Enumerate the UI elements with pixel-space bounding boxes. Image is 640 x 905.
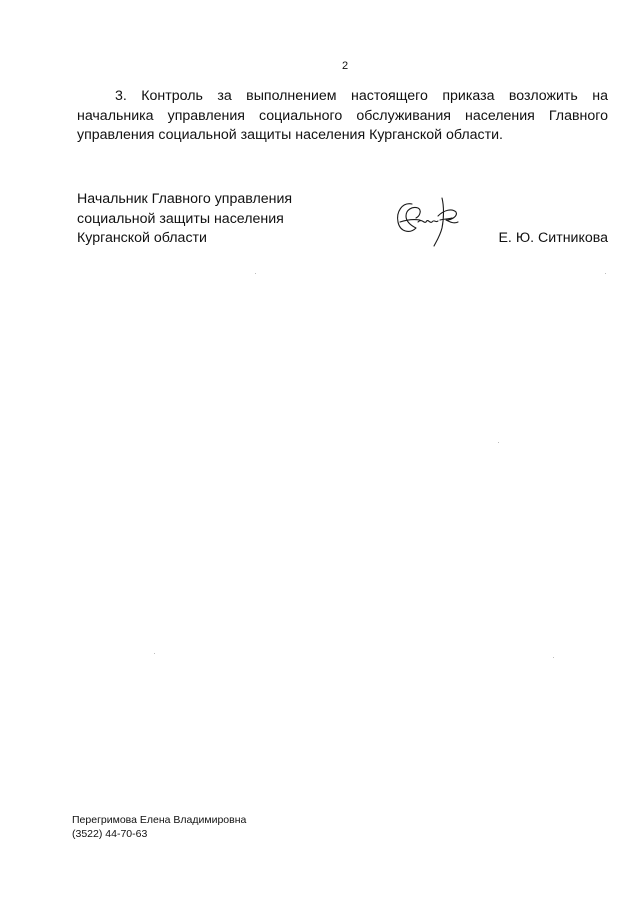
scan-speck (553, 657, 554, 658)
page-number: 2 (341, 60, 349, 72)
executor-name: Перегримова Елена Владимировна (72, 814, 247, 826)
scan-speck (498, 442, 499, 443)
signatory-title (77, 190, 292, 249)
scan-speck (154, 653, 155, 654)
clause-paragraph: 3. Контроль за выполнением настоящего приказа возложить на начальника управления социального обслуживания населения Главного управления социальной защиты населения Курганской области. (77, 88, 608, 143)
scan-speck (605, 273, 606, 274)
signatory-title-line: Курганской области (77, 230, 207, 246)
executor-phone: (3522) 44-70-63 (72, 828, 148, 840)
executor-info (72, 813, 246, 841)
signatory-title-line: Начальник Главного управления (77, 191, 293, 207)
signer-name: Е. Ю. Ситникова (498, 230, 608, 246)
signatory-title-line: социальной защиты населения (77, 210, 284, 227)
handwritten-signature (392, 192, 464, 252)
scan-speck (255, 273, 256, 274)
